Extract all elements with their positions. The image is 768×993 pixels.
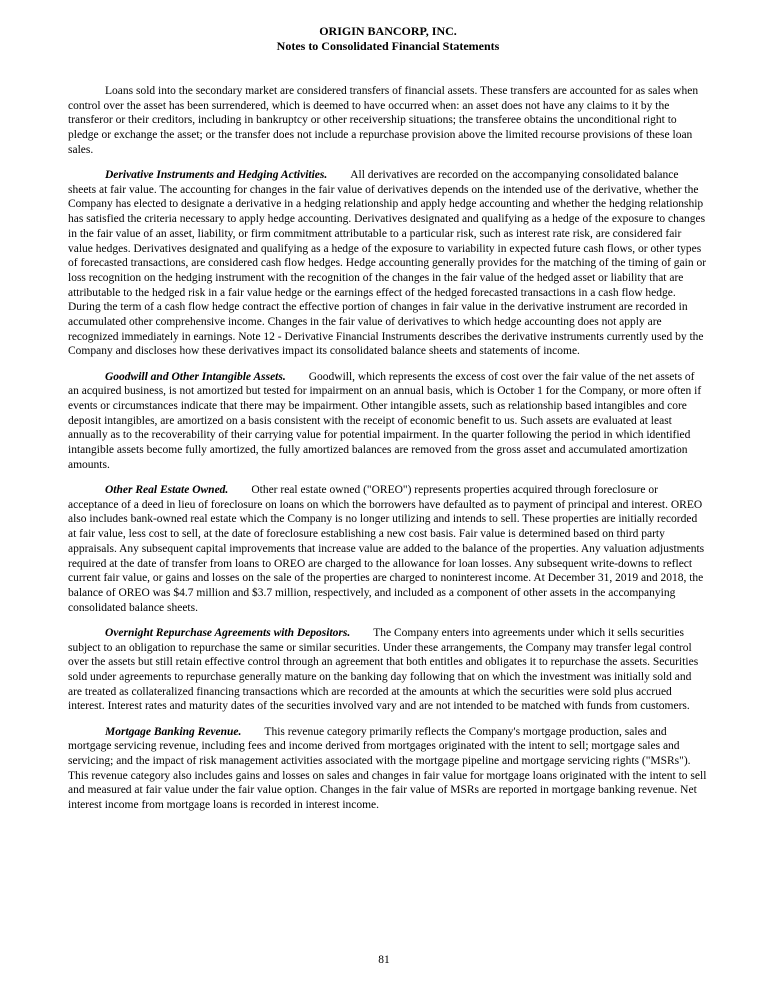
page-footer	[0, 953, 768, 967]
paragraph-mortgage-banking-revenue	[68, 725, 708, 813]
paragraph-overnight-repurchase	[68, 626, 708, 714]
paragraph-other-real-estate-owned	[68, 483, 708, 615]
paragraph-body: This revenue category primarily reflects the Company's mortgage production, sales and mortgage servicing revenue, including fees and income derived from mortgages originated with the intent to sell; mortgage sales and servicing; and the impact of risk management activities associated with the mortgage pipeline and mortgage servicing rights ("MSRs"). This revenue category also includes gains and losses on sales and changes in fair value for mortgage loans originated with the intent to sell and measured at fair value under the fair value option. Changes in the fair value of MSRs are reported in mortgage banking revenue. Net interest income from mortgage loans is recorded in interest income.	[68, 725, 707, 812]
paragraph-lead: Mortgage Banking Revenue.	[105, 725, 242, 738]
paragraph-goodwill-intangibles	[68, 370, 708, 473]
paragraph-lead: Derivative Instruments and Hedging Activities.	[105, 169, 328, 182]
page-number: 81	[378, 954, 390, 966]
paragraph-body: Goodwill, which represents the excess of cost over the fair value of the net assets of an acquired business, is not amortized but tested for impairment on an annual basis, which is October 1 for the Company, or more often if events or circumstances indicate that there may be impairment. Other intangible assets, such as relationship based intangibles and core deposit intangibles, are amortized on a basis consistent with the receipt of economic benefit to us. Such assets are evaluated at least annually as to the recoverability of their carrying value for potential impairment. In the quarter following the period in which identified intangible assets become fully amortized, the fully amortized balances are removed from the gross asset and accumulated amortization amounts.	[68, 370, 702, 471]
paragraph-lead: Overnight Repurchase Agreements with Depositors.	[105, 626, 351, 639]
paragraph-body: All derivatives are recorded on the accompanying consolidated balance sheets at fair value. The accounting for changes in the fair value of derivatives depends on the intended use of the derivative, whether the Company has elected to designate a derivative in a hedging relationship and apply hedge accounting and whether the hedging relationship has satisfied the criteria necessary to apply hedge accounting. Derivatives designated and qualifying as a hedge of the exposure to changes in the fair value of an asset, liability, or firm commitment attributable to a particular risk, such as interest rate risk, are considered fair value hedges. Derivatives designated and qualifying as a hedge of the exposure to variability in expected future cash flows, or other types of forecasted transactions, are considered cash flow hedges. Hedge accounting generally provides for the matching of the timing of gain or loss recognition on the hedging instrument with the recognition of the changes in the fair value of the hedged asset or liability that are attributable to the hedged risk in a fair value hedge or the earnings effect of the hedged forecasted transactions in a cash flow hedge. During the term of a cash flow hedge contract the effective portion of changes in fair value in the derivative instrument are recorded in accumulated other comprehensive income. Changes in the fair value of derivatives to which hedge accounting does not apply are recognized immediately in earnings. Note 12 - Derivative Financial Instruments describes the derivative instruments currently used by the Company and discloses how these derivatives impact its consolidated balance sheets and statements of income.	[68, 169, 707, 358]
paragraph-lead: Other Real Estate Owned.	[105, 484, 229, 497]
document-header	[68, 24, 708, 54]
paragraph-loan-sales	[68, 84, 708, 158]
paragraph-body: The Company enters into agreements under which it sells securities subject to an obligation to repurchase the same or similar securities. Under these arrangements, the Company may transfer legal control over the assets but still retain effective control through an agreement that both entitles and obligates it to repurchase the assets. Securities sold under agreements to repurchase generally mature on the banking day following that on which the investment was initially sold and are treated as collateralized financing transactions which are recorded at the amounts at which the securities were sold plus accrued interest. Interest rates and maturity dates of the securities involved vary and are not intended to be matched with funds from customers.	[68, 626, 699, 713]
company-name: ORIGIN BANCORP, INC.	[319, 24, 457, 38]
paragraph-body: Loans sold into the secondary market are considered transfers of financial assets. These transfers are accounted for as sales when control over the asset has been surrendered, which is deemed to have occurred when: an asset does not have any claims to it by the transferor or their creditors, including in bankruptcy or other receivership situations; the transferee obtains the unconditional right to pledge or exchange the asset; or the transfer does not include a repurchase provision above the limited recourse provisions of these loan sales.	[68, 85, 699, 156]
paragraph-body: Other real estate owned ("OREO") represents properties acquired through foreclosure or acceptance of a deed in lieu of foreclosure on loans on which the borrowers have defaulted as to payment of principal and interest. OREO also includes bank-owned real estate which the Company is no longer utilizing and intends to sell. These properties are initially recorded at fair value, less cost to sell, at the date of foreclosure establishing a new cost basis. Fair value is determined based on third party appraisals. Any subsequent capital improvements that increase value are added to the balance of the properties. Any valuation adjustments required at the date of transfer from loans to OREO are charged to the allowance for loan losses. Any subsequent write-downs to reflect current fair value, or gains and losses on the sale of the properties are charged to noninterest income. At December 31, 2019 and 2018, the balance of OREO was $4.7 million and $3.7 million, respectively, and included as a component of other assets in the accompanying consolidated balance sheets.	[68, 484, 705, 614]
document-subtitle: Notes to Consolidated Financial Statements	[276, 39, 500, 53]
paragraph-derivative-instruments	[68, 168, 708, 359]
paragraph-lead: Goodwill and Other Intangible Assets.	[105, 370, 286, 383]
